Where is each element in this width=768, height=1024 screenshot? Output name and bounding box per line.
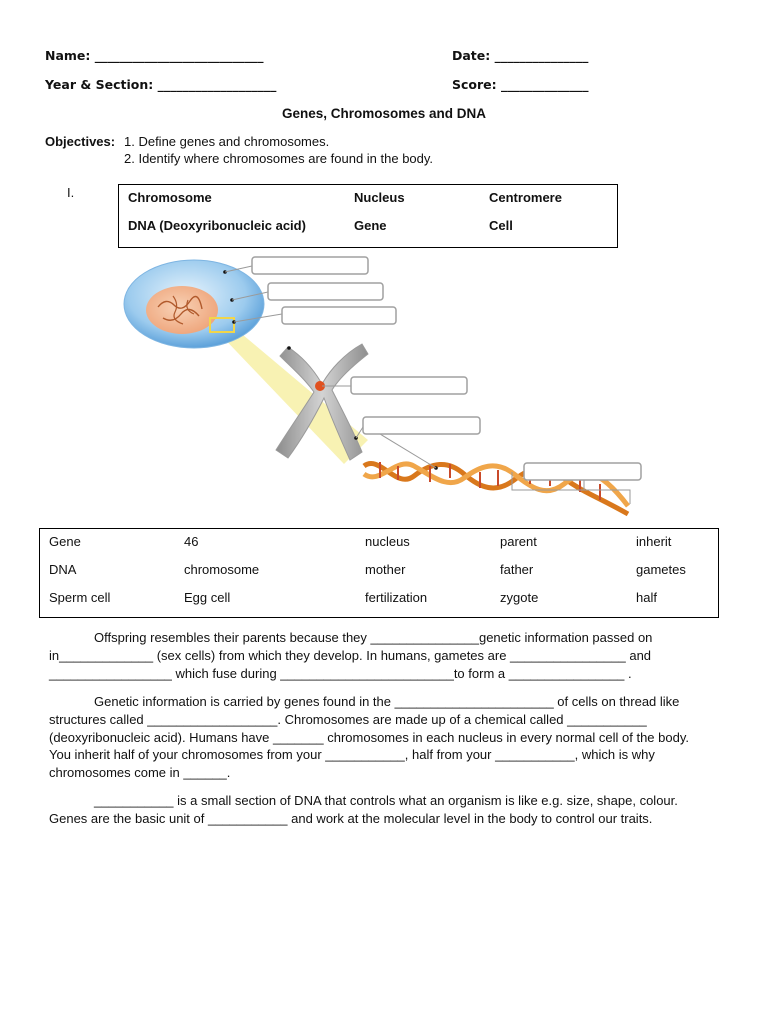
word-bank-item: DNA [49, 562, 77, 577]
label-box-6[interactable] [524, 463, 641, 480]
paragraph-2-text: Genetic information is carried by genes found in the ______________________ of cells on thread like structures called __________________. Chromosomes are made up of a chemical called ___________ (deoxyribonucleic acid). Humans have _______ chromosomes in each nucleus in every normal cell of the body. You inherit half of your chromosomes from your ___________, half from your ___________, which is why chromosomes come in ______. [49, 694, 689, 781]
word-bank-item: fertilization [365, 590, 428, 605]
word-bank-item: half [636, 590, 657, 605]
word-bank-item: parent [500, 534, 537, 549]
word-bank-item: Sperm cell [49, 590, 111, 605]
objective-item-2: 2. Identify where chromosomes are found in the body. [124, 151, 434, 166]
word-bank-item: inherit [636, 534, 672, 549]
word-bank-item: Gene [49, 534, 81, 549]
score-field[interactable]: Score: ______________ [452, 77, 589, 92]
label-box-3[interactable] [282, 307, 396, 324]
word-box-term: Chromosome [128, 190, 212, 205]
word-bank-item: 46 [184, 534, 199, 549]
year-section-field[interactable]: Year & Section: ___________________ [45, 77, 277, 92]
word-box-term: DNA (Deoxyribonucleic acid) [128, 218, 306, 233]
word-box-term: Centromere [489, 190, 562, 205]
label-box-4[interactable] [351, 377, 467, 394]
section-marker: I. [67, 185, 75, 200]
word-box-term: Nucleus [354, 190, 405, 205]
paragraph-3 [49, 792, 709, 828]
objectives-label: Objectives: [45, 134, 116, 149]
word-bank-item: nucleus [365, 534, 410, 549]
word-bank-item: mother [365, 562, 406, 577]
word-bank [39, 528, 719, 618]
word-box-term: Cell [489, 218, 513, 233]
paragraph-2 [49, 693, 709, 782]
paragraph-1 [49, 629, 709, 682]
label-box-5[interactable] [363, 417, 480, 434]
name-field[interactable]: Name: ___________________________ [45, 48, 264, 63]
page-title: Genes, Chromosomes and DNA [281, 106, 487, 121]
nucleus-illustration [146, 286, 218, 334]
objective-item-1: 1. Define genes and chromosomes. [124, 134, 330, 149]
word-bank-item: chromosome [184, 562, 260, 577]
word-bank-item: Egg cell [184, 590, 231, 605]
word-bank-item: gametes [636, 562, 686, 577]
word-bank-item: zygote [500, 590, 539, 605]
cell-illustration [124, 260, 264, 348]
paragraph-3-text: ___________ is a small section of DNA that controls what an organism is like e.g. size, shape, colour. Genes are the basic unit of ___________ and work at the molecular level in the body to control our traits. [49, 793, 678, 826]
paragraph-1-text: Offspring resembles their parents because they _______________genetic information passed on in_____________ (sex cells) from which they develop. In humans, gametes are ________________ and _________________ which fuse during ________________________to form a ________________ . [49, 630, 653, 681]
label-box-1[interactable] [252, 257, 368, 274]
chromosome-diagram [118, 252, 650, 530]
label-box-2[interactable] [268, 283, 383, 300]
word-box [118, 184, 618, 248]
date-field[interactable]: Date: _______________ [452, 48, 589, 63]
word-bank-item: father [500, 562, 534, 577]
word-box-term: Gene [354, 218, 387, 233]
